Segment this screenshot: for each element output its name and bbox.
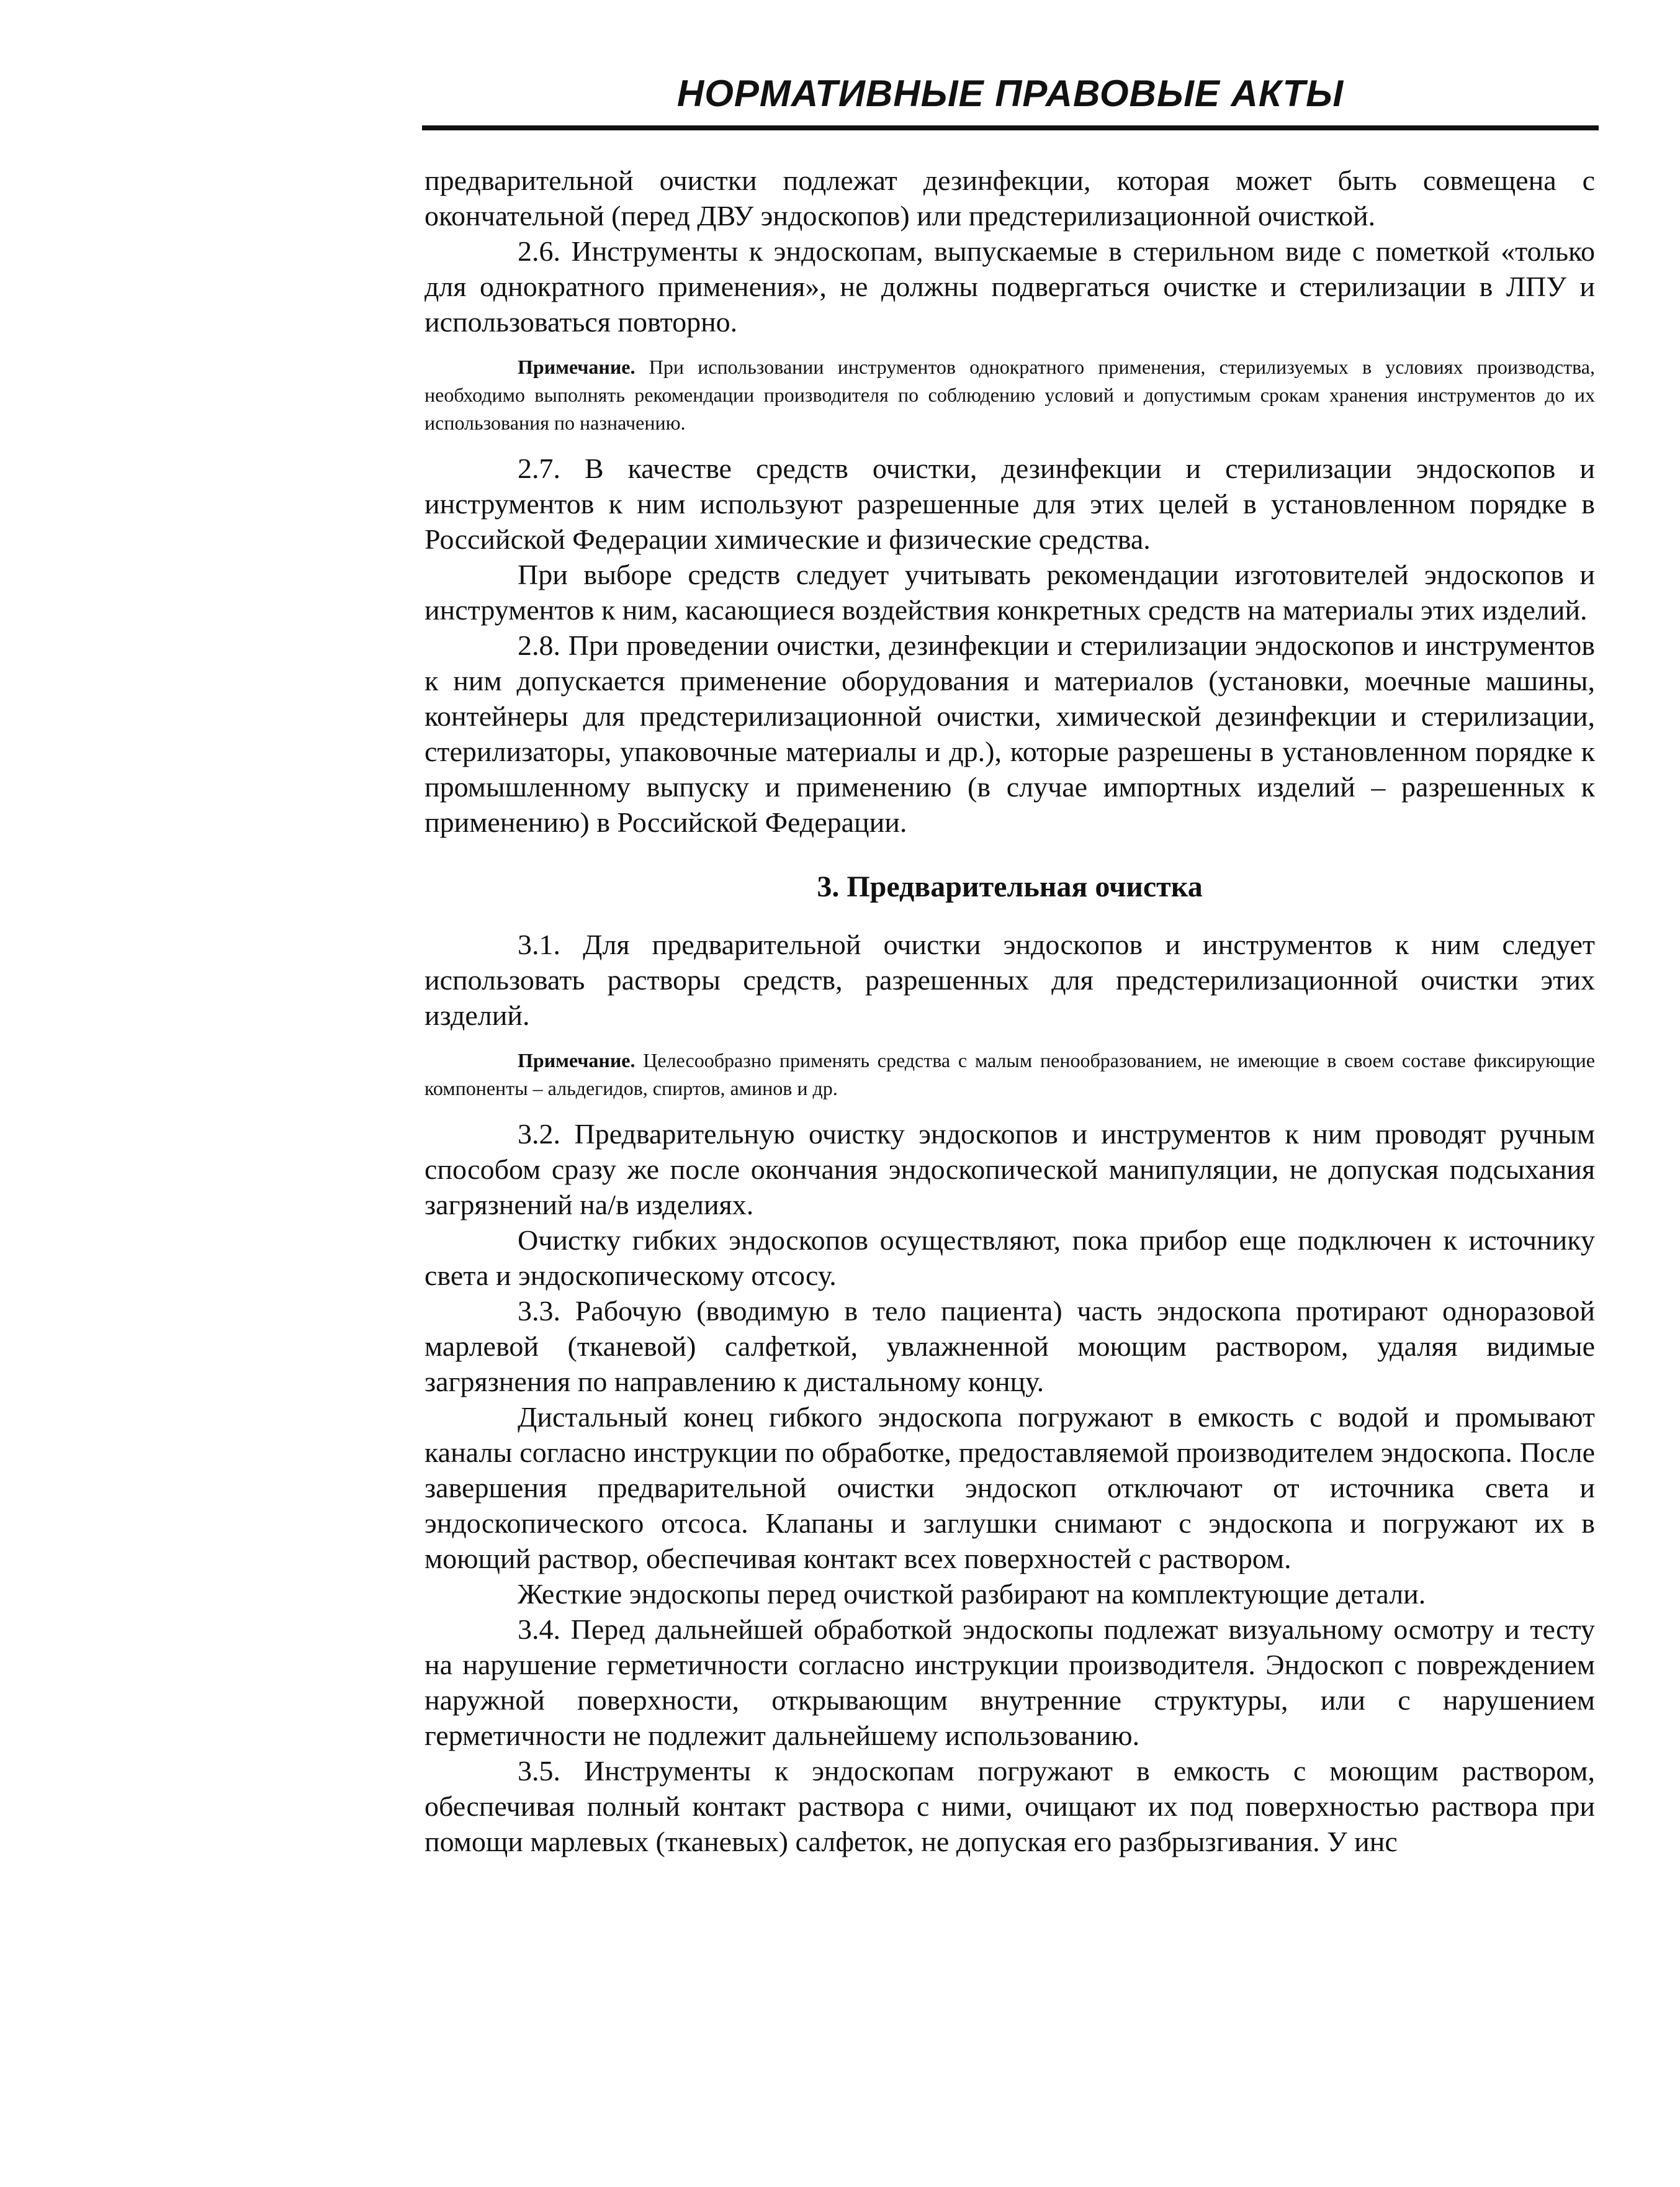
paragraph-3-4: 3.4. Перед дальнейшей обработкой эндоскопы подлежат визуальному осмотру и тесту на нарушение герметичности согласно инструкции производителя. Эндоскоп с повреждением наружной поверхности, открывающим внутренние структуры, или с нарушением герметичности не подлежит дальнейшему использованию. <box>424 1613 1595 1751</box>
note-1 <box>424 353 1595 437</box>
paragraph-continuation: предварительной очистки подлежат дезинфекции, которая может быть совмещена с окончательной (перед ДВУ эндоскопов) или предстерилизационной очисткой. <box>424 165 1595 232</box>
note-2-text: Целесообразно применять средства с малым пенообразованием, не имеющие в своем составе фиксирующие компоненты – альдегидов, спиртов, аминов и др. <box>424 1049 1595 1099</box>
paragraph-3-2-b: Очистку гибких эндоскопов осуществляют, пока прибор еще подключен к источнику света и эндоскопическому отсосу. <box>424 1224 1595 1291</box>
paragraph-2-7: 2.7. В качестве средств очистки, дезинфекции и стерилизации эндоскопов и инструментов к ним используют разрешенные для этих целей в установленном порядке в Российской Федерации химические и физические средства. <box>424 453 1595 555</box>
paragraph-3-3-c: Жесткие эндоскопы перед очисткой разбирают на комплектующие детали. <box>518 1578 1426 1610</box>
paragraph-3-3: 3.3. Рабочую (вводимую в тело пациента) часть эндоскопа протирают одноразовой марлевой (тканевой) салфеткой, увлажненной моющим раствором, удаляя видимые загрязнения по направлению к дистальному концу. <box>424 1295 1595 1397</box>
paragraph-2-6: 2.6. Инструменты к эндоскопам, выпускаемые в стерильном виде с пометкой «только для однократного применения», не должны подвергаться очистке и стерилизации в ЛПУ и использоваться повторно. <box>424 235 1595 338</box>
note-2-label: Примечание. <box>518 1049 636 1071</box>
paragraph-2-7-b: При выборе средств следует учитывать рекомендации изготовителей эндоскопов и инструментов к ним, касающиеся воздействия конкретных средств на материалы этих изделий. <box>424 559 1595 626</box>
paragraph-3-5: 3.5. Инструменты к эндоскопам погружают в емкость с моющим раствором, обеспечивая полный контакт раствора с ними, очищают их под поверхностью раствора при помощи марлевых (тканевых) салфеток, не допуская его разбрызгивания. У инс <box>424 1755 1595 1857</box>
note-2 <box>424 1047 1595 1103</box>
page-header <box>422 70 1599 130</box>
page-header-title: НОРМАТИВНЫЕ ПРАВОВЫЕ АКТЫ <box>676 73 1344 114</box>
note-1-label: Примечание. <box>518 356 636 378</box>
document-body <box>424 163 1595 1859</box>
paragraph-2-8: 2.8. При проведении очистки, дезинфекции и стерилизации эндоскопов и инструментов к ним допускается применение оборудования и материалов (установки, моечные машины, контейнеры для предстерилизационной очистки, химической дезинфекции и стерилизации, стерилизаторы, упаковочные материалы и др.), которые разрешены в установленном порядке к промышленному выпуску и применению (в случае импортных изделий – разрешенных к применению) в Российской Федерации. <box>424 629 1595 838</box>
section-3-heading: 3. Предварительная очистка <box>817 870 1203 903</box>
paragraph-3-2: 3.2. Предварительную очистку эндоскопов и инструментов к ним проводят ручным способом сразу же после окончания эндоскопической манипуляции, не допуская подсыхания загрязнений на/в изделиях. <box>424 1118 1595 1220</box>
note-1-text: При использовании инструментов однократного применения, стерилизуемых в условиях производства, необходимо выполнять рекомендации производителя по соблюдению условий и допустимым срокам хранения инструментов до их использования по назначению. <box>424 356 1595 434</box>
paragraph-3-1: 3.1. Для предварительной очистки эндоскопов и инструментов к ним следует использовать растворы средств, разрешенных для предстерилизационной очистки этих изделий. <box>424 929 1595 1031</box>
paragraph-3-3-b: Дистальный конец гибкого эндоскопа погружают в емкость с водой и промывают каналы согласно инструкции по обработке, предоставляемой производителем эндоскопа. После завершения предварительной очистки эндоскоп отключают от источника света и эндоскопического отсоса. Клапаны и заглушки снимают с эндоскопа и погружают их в моющий раствор, обеспечивая контакт всех поверхностей с раствором. <box>424 1401 1595 1574</box>
